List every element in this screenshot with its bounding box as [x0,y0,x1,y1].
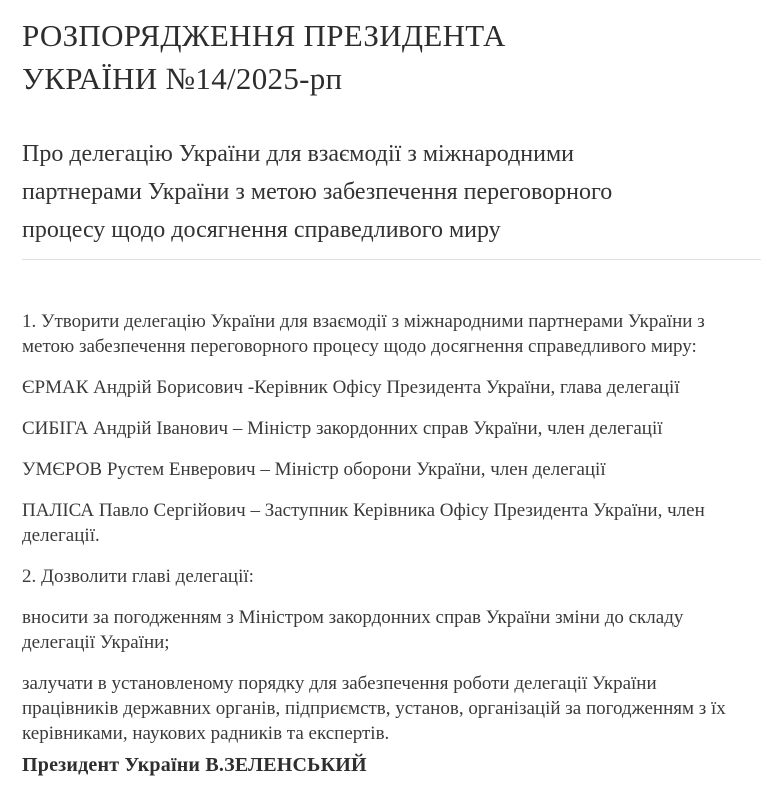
decree-paragraph-line: працівників державних органів, підприємств, установ, організацій за погодженням з їх [22,698,726,719]
decree-paragraph-line: ПАЛІСА Павло Сергійович – Заступник Керівника Офісу Президента України, член [22,500,705,521]
decree-paragraph-line: залучати в установленому порядку для забезпечення роботи делегації України [22,673,657,694]
decree-paragraph [22,457,761,482]
decree-paragraph-line: 1. Утворити делегацію України для взаємодії з міжнародними партнерами України з [22,311,705,332]
president-signature: Президент України В.ЗЕЛЕНСЬКИЙ [22,754,367,776]
decree-paragraph-line: СИБІГА Андрій Іванович – Міністр закордонних справ України, член делегації [22,418,663,439]
decree-title: РОЗПОРЯДЖЕННЯ ПРЕЗИДЕНТА УКРАЇНИ №14/2025-рп [22,18,506,96]
decree-paragraph [22,498,761,548]
decree-paragraph-line: ЄРМАК Андрій Борисович -Керівник Офісу Президента України, глава делегації [22,377,680,398]
decree-body [22,309,761,746]
decree-paragraph [22,309,761,359]
decree-paragraph-line: вносити за погодженням з Міністром закордонних справ України зміни до складу [22,607,684,628]
decree-paragraph-line: 2. Дозволити главі делегації: [22,566,254,587]
decree-paragraph [22,671,761,746]
decree-paragraph-line: делегації України; [22,632,170,653]
divider-line [22,259,761,260]
decree-paragraph [22,564,761,589]
decree-paragraph [22,375,761,400]
decree-paragraph [22,416,761,441]
decree-paragraph-line: керівниками, наукових радників та експертів. [22,723,390,744]
decree-paragraph-line: делегації. [22,525,100,546]
decree-paragraph [22,605,761,655]
decree-paragraph-line: метою забезпечення переговорного процесу щодо досягнення справедливого миру: [22,336,697,357]
decree-subtitle: Про делегацію України для взаємодії з міжнародними партнерами України з метою забезпечення переговорного процесу щодо досягнення справедливого миру [22,141,613,243]
decree-paragraph-line: УМЄРОВ Рустем Енверович – Міністр оборони України, член делегації [22,459,606,480]
